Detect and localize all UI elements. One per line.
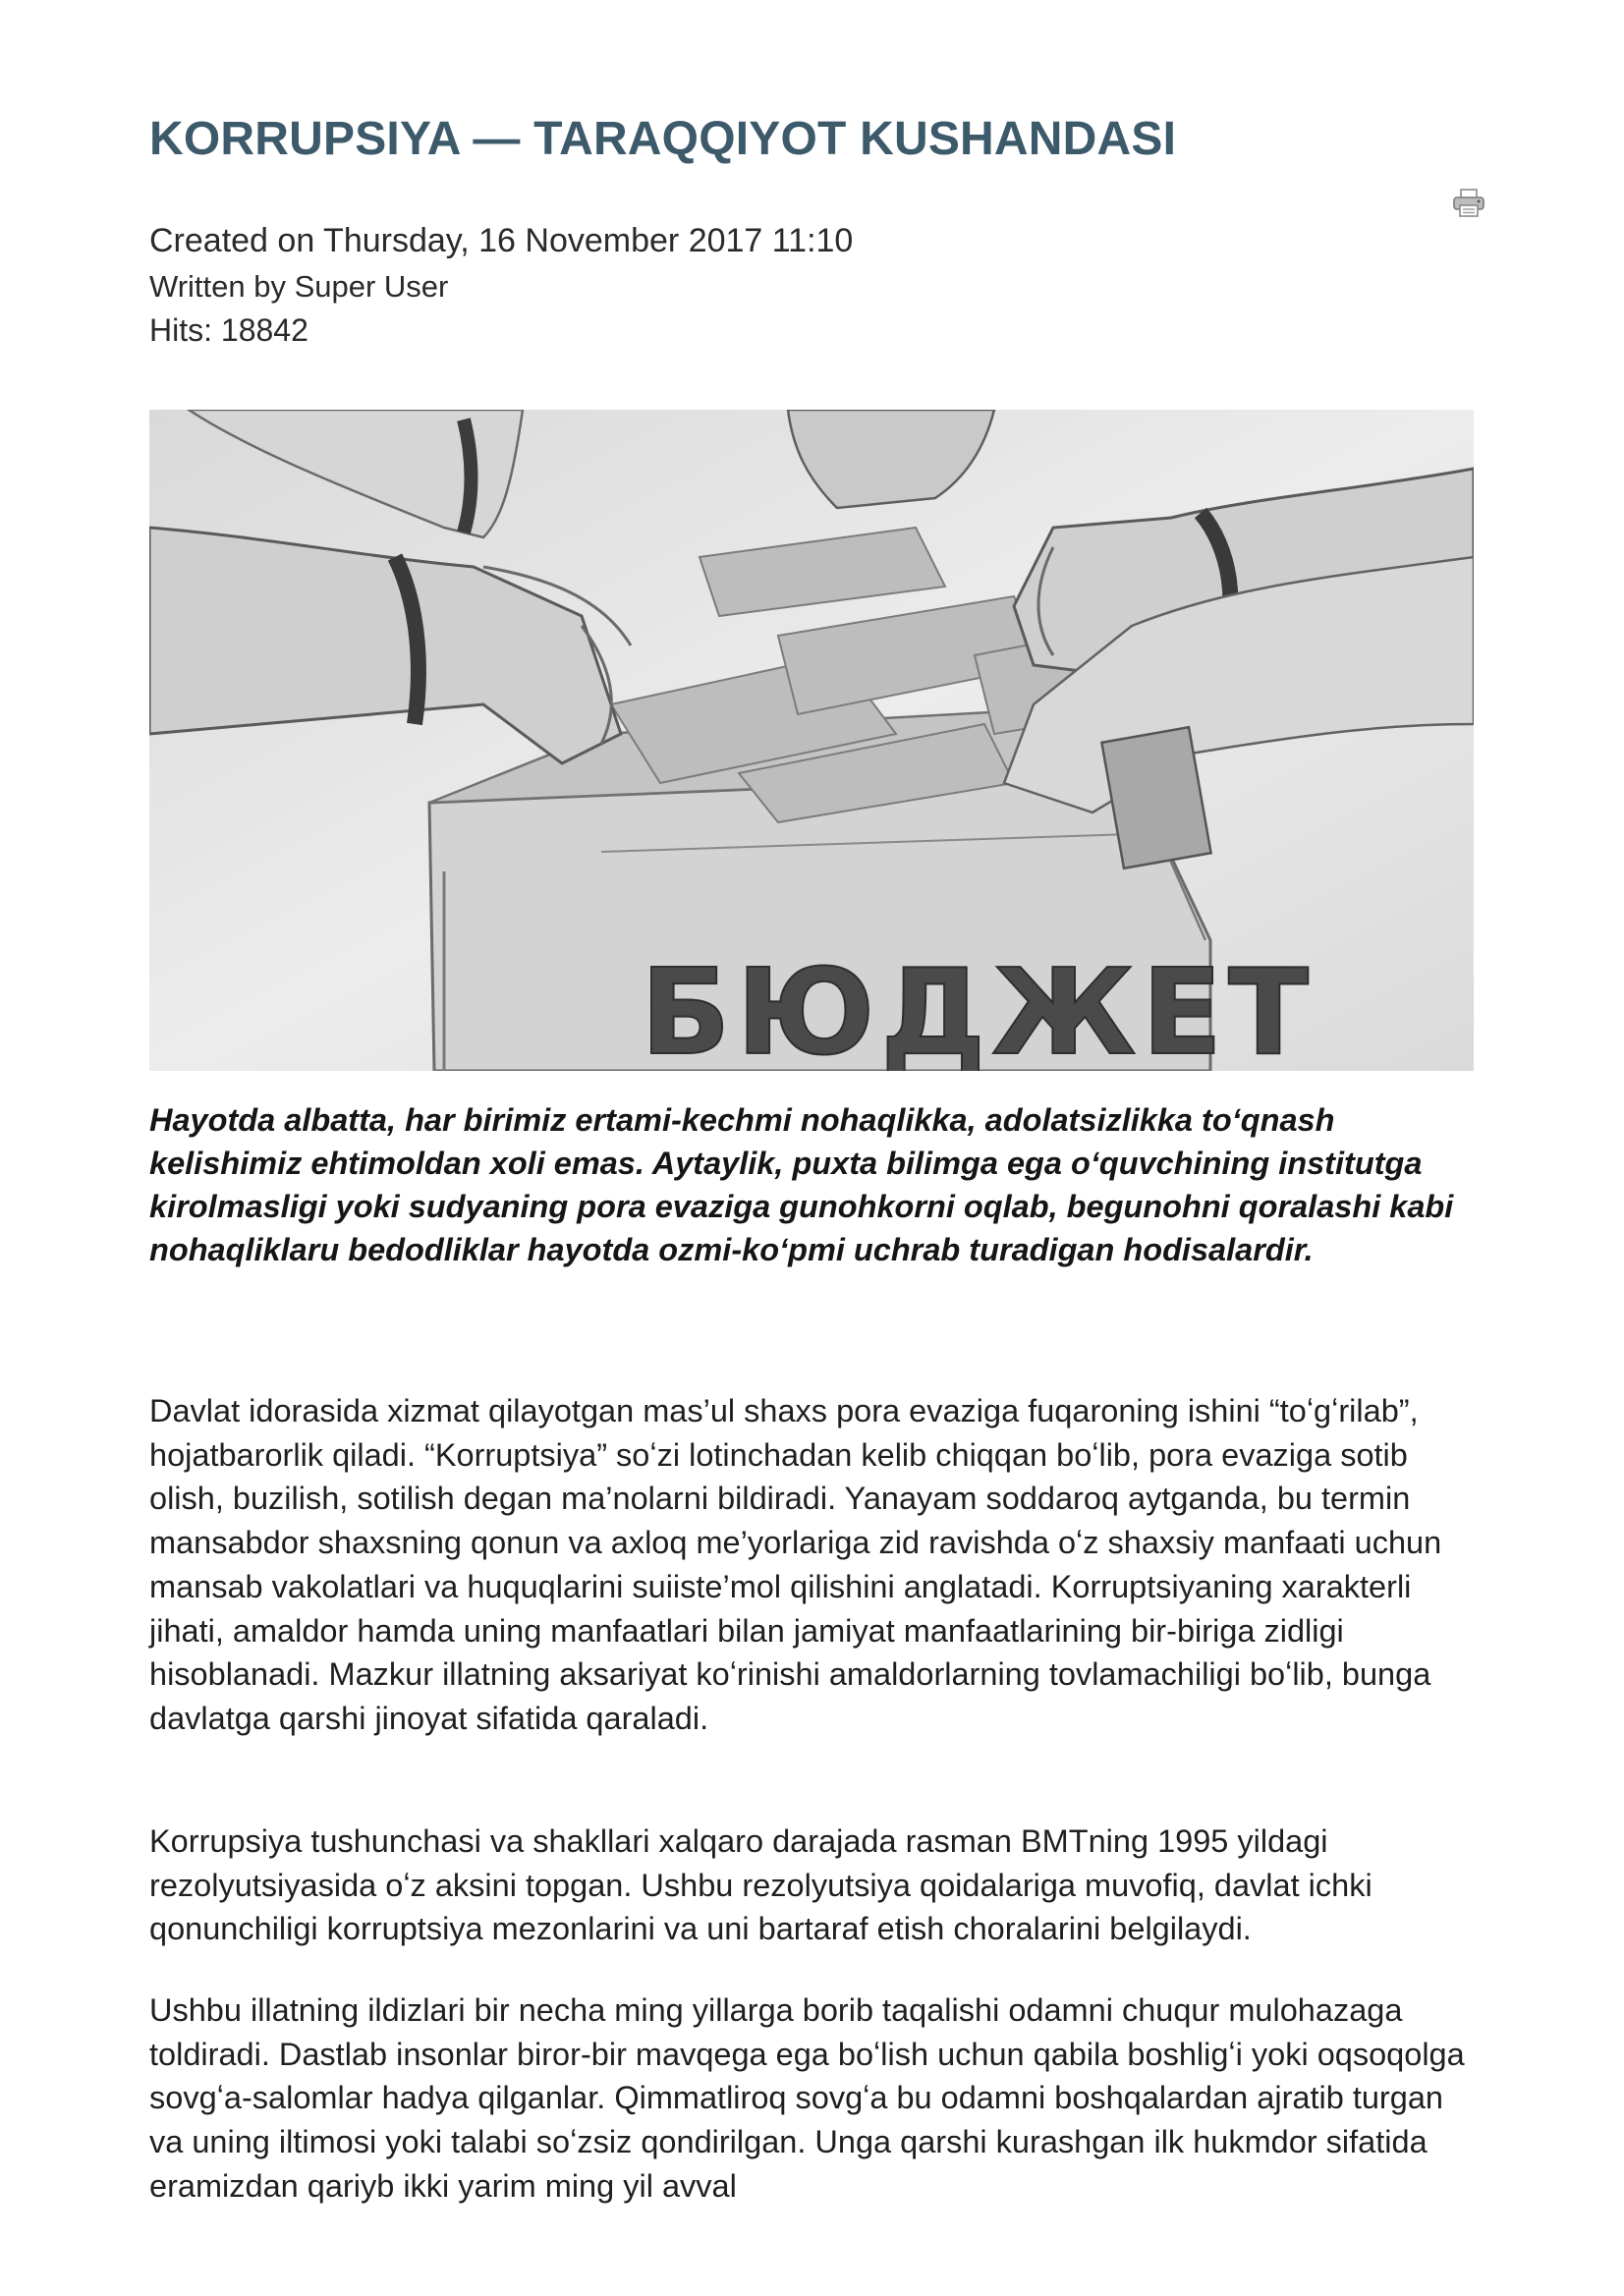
hits-count: Hits: 18842 <box>149 312 308 348</box>
budget-sketch <box>149 410 1474 1071</box>
box-label: БЮДЖЕТ <box>641 945 1315 1071</box>
article-image <box>149 410 1474 1071</box>
created-date: Created on Thursday, 16 November 2017 11:10 <box>149 222 854 259</box>
author: Written by Super User <box>149 269 449 304</box>
body-paragraph: Davlat idorasida xizmat qilayotgan mas’ul shaxs pora evaziga fuqaroning ishini “toʻgʻrilab”, hojatbarorlik qiladi. “Korruptsiya” soʻzi lotinchadan kelib chiqqan boʻlib, pora evaziga sotib olish, buzilish, sotilish degan ma’nolarni bildiradi. Yanayam soddaroq aytganda, bu termin mansabdor shaxsning qonun va axloq me’yorlariga zid ravishda oʻz shaxsiy manfaati uchun mansab vakolatlari va huquqlarini suiiste’mol qilishini anglatadi. Korruptsiyaning xarakterli jihati, amaldor hamda uning manfaatlari bilan jamiyat manfaatlarining bir-biriga zidligi hisoblanadi. Mazkur illatning aksariyat koʻrinishi amaldorlarning tovlamachiligi boʻlib, bunga davlatga qarshi jinoyat sifatida qaraladi. <box>149 1393 1442 1736</box>
article-title: KORRUPSIYA — TARAQQIYOT KUSHANDASI <box>149 113 1177 165</box>
print-icon[interactable] <box>1452 189 1485 218</box>
body-paragraph: Korrupsiya tushunchasi va shakllari xalqaro darajada rasman BMTning 1995 yildagi rezolyutsiyasida oʻz aksini topgan. Ushbu rezolyutsiya qoidalariga muvofiq, davlat ichki qonunchiligi korruptsiya mezonlarini va uni bartaraf etish choralarini belgilaydi. <box>149 1823 1372 1947</box>
lead-paragraph: Hayotda albatta, har birimiz ertami-kechmi nohaqlikka, adolatsizlikka toʻqnash kelishimiz ehtimoldan xoli emas. Aytaylik, puxta bilimga ega oʻquvchining institutga kirolmasligi yoki sudyaning pora evaziga gunohkorni oqlab, begunohni qoralashi kabi nohaqliklaru bedodliklar hayotda ozmi-koʻpmi uchrab turadigan hodisalardir. <box>149 1102 1454 1267</box>
body-paragraph: Ushbu illatning ildizlari bir necha ming yillarga borib taqalishi odamni chuqur mulohazaga toldiradi. Dastlab insonlar biror-bir mavqega ega boʻlish uchun qabila boshligʻi yoki oqsoqolga sovgʻa-salomlar hadya qilganlar. Qimmatliroq sovgʻa bu odamni boshqalardan ajratib turgan va uning iltimosi yoki talabi soʻzsiz qondirilgan. Unga qarshi kurashgan ilk hukmdor sifatida eramizdan qariyb ikki yarim ming yil avval <box>149 1992 1465 2204</box>
printer-icon <box>1452 189 1485 218</box>
